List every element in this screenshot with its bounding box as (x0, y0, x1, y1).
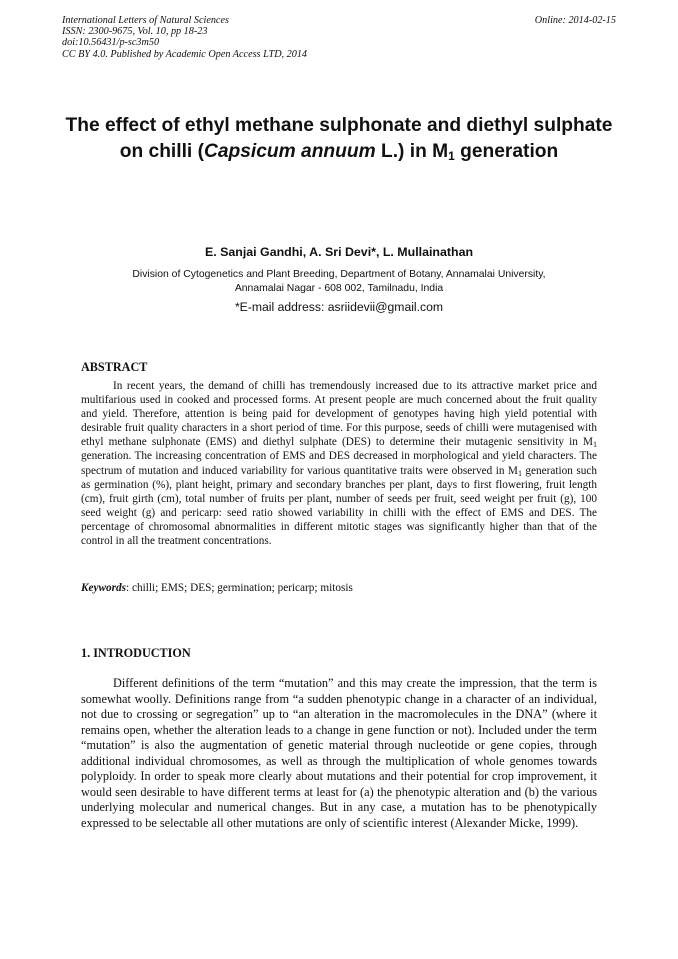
issn-line: ISSN: 2300-9675, Vol. 10, pp 18-23 (62, 26, 208, 38)
title-part-1: The effect of ethyl methane sulphonate and diethyl sulphate on chilli ( (65, 115, 613, 162)
paper-title (62, 113, 616, 165)
title-part-3: generation (454, 141, 559, 162)
abstract-sub-b: 1 (517, 468, 522, 478)
corresponding-email: *E-mail address: asriidevii@gmail.com (234, 300, 444, 314)
keywords-text: chilli; EMS; DES; germination; pericarp; mitosis (131, 582, 353, 594)
journal-name: International Letters of Natural Sciences (62, 15, 229, 26)
journal-header (62, 15, 616, 60)
abstract-text-b: generation. The increasing concentration of EMS and DES decreased in morphological and yield characters. The spectrum of mutation and induced variability for various quantitative traits were observed in M (81, 450, 597, 477)
affiliation-line-2: Annamalai Nagar - 608 002, Tamilnadu, India (234, 282, 444, 294)
abstract-text-c: generation such as germination (%), plant height, primary and secondary branches per plant, days to first flowering, fruit length (cm), fruit girth (cm), total number of fruits per plant, number of seeds per fruit, seed weight per fruit (g), 100 seed weight (g) and pericarp: seed ratio showed variability in chilli with the effect of EMS and DES. The percentage of chromosomal abnormalities in different mitotic stages was significantly higher than that of the control in all the treatment concentrations. (81, 464, 597, 548)
keywords-separator: : (126, 582, 132, 594)
doi-line: doi:10.56431/p-sc3m50 (62, 37, 160, 49)
affiliation-line-1: Division of Cytogenetics and Plant Breeding, Department of Botany, Annamalai University, (132, 269, 546, 280)
online-date: Online: 2014-02-15 (534, 15, 616, 26)
abstract-sub-a: 1 (593, 440, 597, 450)
keywords (81, 582, 597, 594)
affiliation (62, 268, 616, 295)
title-subscript: 1 (448, 149, 455, 163)
abstract-heading: ABSTRACT (81, 360, 148, 374)
abstract-text (81, 379, 597, 548)
license-line: CC BY 4.0. Published by Academic Open Access LTD, 2014 (62, 48, 308, 60)
introduction-text: Different definitions of the term “mutation” and this may create the impression, that the term is somewhat woolly. Definitions range from “a sudden phenotypic change in a character of an individual, not due to crossing or segregation” up to “an alteration in the macromolecules in the DNA” (where it remains open, whether the alteration leads to a change in gene function or not). Included under the term “mutation” is also the augmentation of genetic material through nucleotide or gene copies, through additional individual chromosomes, as well as through the multiplication of whole genomes towards polyploidy. In order to speak more clearly about mutations and their potential for crop improvement, it would seen desirable to have different terms at least for (a) the phenotypic alteration and (b) the various underlying molecular and numerical changes. But in any case, a mutation has to be phenotypically expressed to be selectable all other mutations are only of scientific interest (Alexander Micke, 1999). (81, 676, 597, 830)
author-list: E. Sanjai Gandhi, A. Sri Devi*, L. Mullainathan (204, 245, 474, 259)
abstract-text-a: In recent years, the demand of chilli has tremendously increased due to its attractive market price and multifarious used in cooked and processed forms. At present people are much concerned about the fruit quality and yield. Therefore, attention is being paid for development of genotypes having high yield potential with desirable fruit quality characters in a short period of time. For this purpose, seeds of chilli were mutagenised with ethyl methane sulphonate (EMS) and diethyl sulphate (DES) to determine their mutagenic sensitivity in M (81, 380, 597, 449)
title-part-2: L.) in M (375, 141, 449, 162)
keywords-label: Keywords (81, 582, 126, 594)
introduction-heading: 1. INTRODUCTION (81, 646, 191, 660)
title-species: Capsicum annuum (203, 141, 376, 162)
